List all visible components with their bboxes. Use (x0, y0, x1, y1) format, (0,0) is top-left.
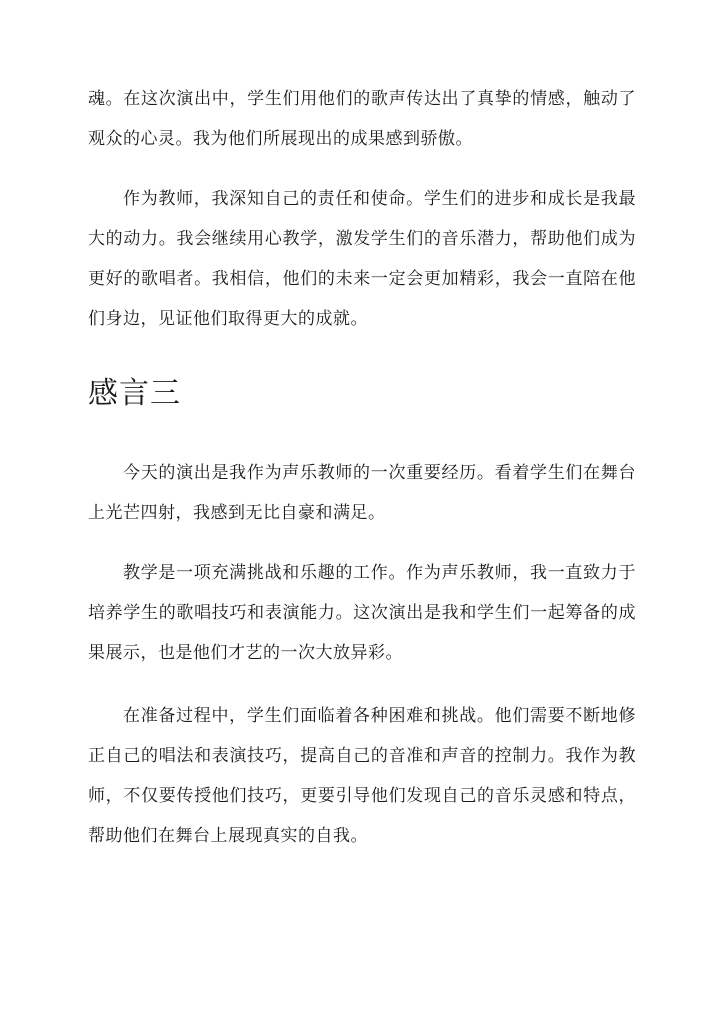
paragraph-performance: 今天的演出是我作为声乐教师的一次重要经历。看着学生们在舞台上光芒四射，我感到无比自豪和满足。 (88, 463, 636, 523)
paragraph-preparation: 在准备过程中，学生们面临着各种困难和挑战。他们需要不断地修正自己的唱法和表演技巧，提高自己的音准和声音的控制力。我作为教师，不仅要传授他们技巧，更要引导他们发现自己的音乐灵感和特点，帮助他们在舞台上展现真实的自我。 (88, 706, 636, 846)
paragraph-continued: 魂。在这次演出中，学生们用他们的歌声传达出了真挚的情感，触动了观众的心灵。我为他们所展现出的成果感到骄傲。 (88, 89, 636, 149)
paragraph-teaching: 教学是一项充满挑战和乐趣的工作。作为声乐教师，我一直致力于培养学生的歌唱技巧和表演能力。这次演出是我和学生们一起筹备的成果展示，也是他们才艺的一次大放异彩。 (88, 563, 636, 663)
paragraph-teacher-duty: 作为教师，我深知自己的责任和使命。学生们的进步和成长是我最大的动力。我会继续用心教学，激发学生们的音乐潜力，帮助他们成为更好的歌唱者。我相信，他们的未来一定会更加精彩，我会一直陪在他们身边，见证他们取得更大的成就。 (88, 189, 636, 329)
section-heading: 感言三 (88, 376, 181, 411)
